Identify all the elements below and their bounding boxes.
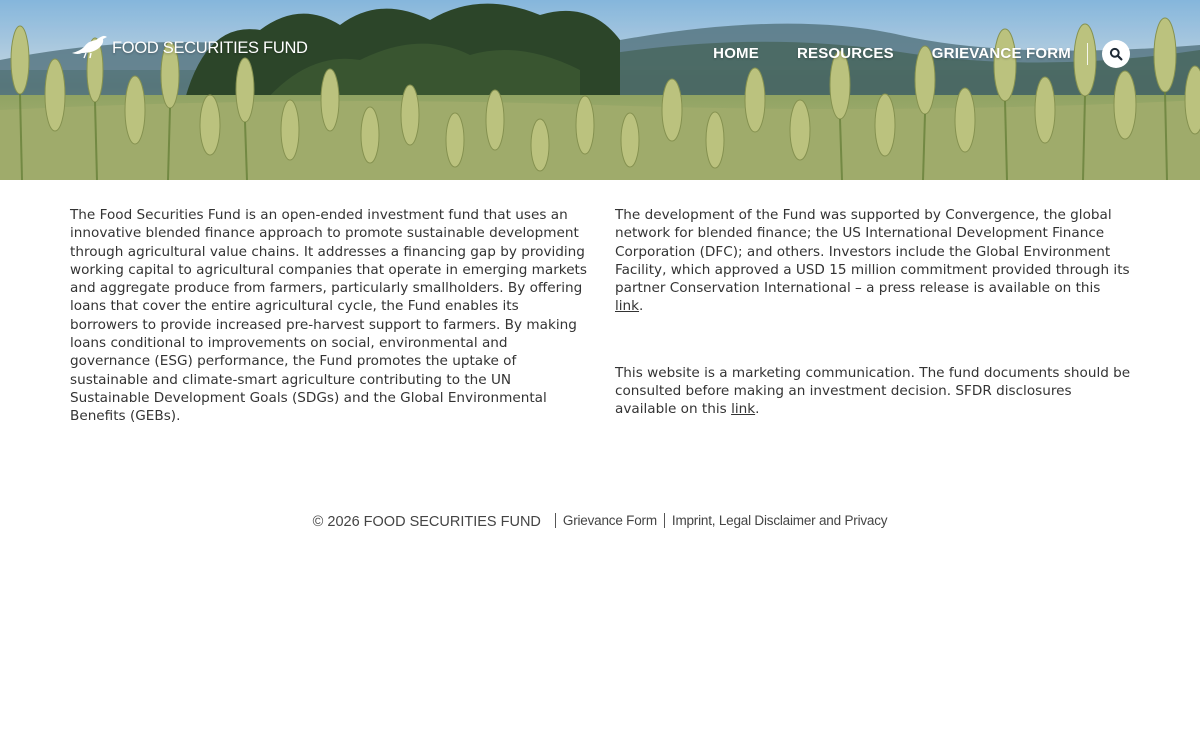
fund-description: The Food Securities Fund is an open-ended investment fund that uses an innovative blended finance approach to promote sustainable development through agricultural value chains. It addresses a financing gap by providing working capital to agricultural companies that operate in emerging markets and aggregate produce from farmers, particularly smallholders. By offering loans that cover the entire agricultural cycle, the Fund enables its borrowers to provide increased pre-harvest support to farmers. By making loans conditional to improvements on social, environmental and governance (ESG) performance, the Fund promotes the uptake of sustainable and climate-smart agriculture contributing to the UN Sustainable Development Goals (SDGs) and the Global Environmental Benefits (GEBs). — [70, 207, 587, 425]
bird-icon — [70, 33, 112, 63]
site-logo[interactable] — [70, 33, 308, 63]
marketing-disclaimer-text: This website is a marketing communication. The fund documents should be consulted before making an investment decision. SFDR disclosures available on this — [615, 364, 1131, 418]
punctuation: . — [755, 401, 760, 418]
footer-divider — [555, 513, 556, 528]
search-button[interactable] — [1102, 40, 1130, 68]
marketing-disclaimer-paragraph — [615, 364, 1133, 419]
press-release-link[interactable]: link — [615, 298, 640, 315]
nav-home[interactable]: HOME — [713, 45, 759, 62]
punctuation: . — [639, 298, 644, 315]
fund-development-text: The development of the Fund was supported by Convergence, the global network for blended finance; the US International Development Finance Corporation (DFC); and others. Investors include the Global Environment Facility, which approved a USD 15 million commitment provided through its partner Conservation International – a press release is available on this — [615, 207, 1130, 297]
nav-grievance-form[interactable]: GRIEVANCE FORM — [931, 45, 1071, 62]
fund-development-paragraph — [615, 206, 1133, 316]
site-footer — [0, 510, 1200, 530]
search-icon — [1109, 47, 1123, 61]
nav-resources[interactable]: RESOURCES — [796, 45, 894, 62]
intro-column — [70, 206, 588, 426]
nav-divider — [1087, 43, 1088, 65]
footer-link-grievance-form[interactable]: Grievance Form — [562, 512, 657, 528]
info-column — [615, 206, 1133, 419]
footer-divider — [664, 513, 665, 528]
copyright-text: © 2026 FOOD SECURITIES FUND — [312, 514, 541, 530]
sfdr-disclosures-link[interactable]: link — [731, 401, 756, 418]
wheat-field-background — [0, 0, 1200, 180]
footer-link-imprint[interactable]: Imprint, Legal Disclaimer and Privacy — [671, 512, 888, 528]
site-logo-text: FOOD SECURITIES FUND — [112, 38, 308, 57]
main-navigation — [713, 40, 1130, 68]
hero-header — [0, 0, 1200, 180]
